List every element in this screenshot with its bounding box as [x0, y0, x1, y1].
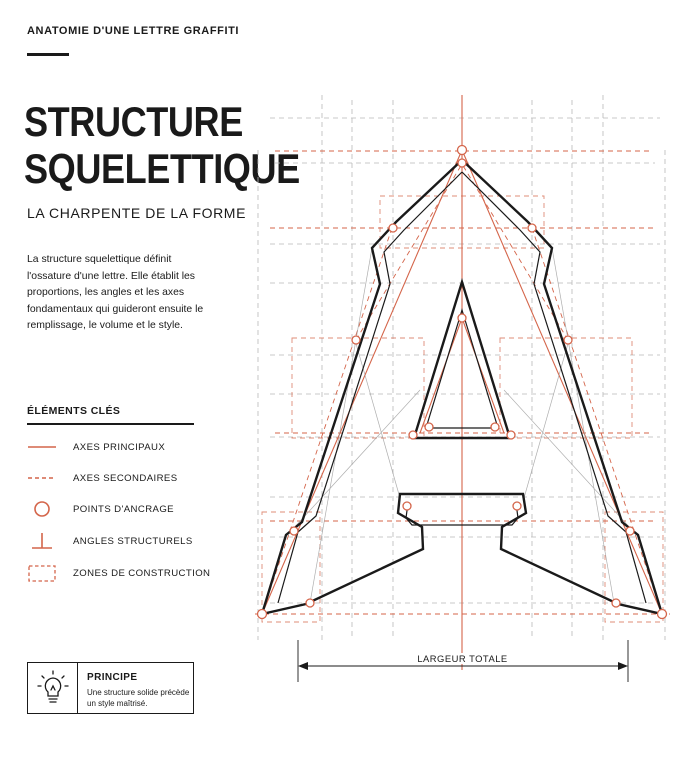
anchor-point [290, 527, 298, 535]
dashed-line-icon [27, 468, 57, 488]
anchor-point [458, 314, 466, 322]
principle-box [27, 662, 194, 714]
anchor-point [458, 159, 466, 167]
page-subtitle: LA CHARPENTE DE LA FORME [27, 205, 247, 221]
anchor-point [528, 224, 536, 232]
legend-item-anchor-points: POINTS D'ANCRAGE [27, 499, 227, 519]
anchor-point [425, 423, 433, 431]
title-line-2: SQUELETTIQUE [24, 145, 300, 192]
principle-icon-cell [28, 663, 78, 713]
description-text: La structure squelettique définit l'ossature d'une lettre. Elle établit les proportions, les angles et les axes fondamentaux qui guideront ensuite le remplissage, le volume et le style. [27, 254, 204, 331]
solid-line-icon [27, 437, 57, 457]
anchor-point [458, 146, 467, 155]
legend-item-main-axes: AXES PRINCIPAUX [27, 437, 227, 457]
anchor-point [409, 431, 417, 439]
anchor-point [612, 599, 620, 607]
anchor-point [352, 336, 360, 344]
anchor-point [564, 336, 572, 344]
eyebrow-title: ANATOMIE D'UNE LETTRE GRAFFITI [27, 25, 240, 37]
dashed-box-icon [27, 563, 57, 583]
legend-heading: ÉLÉMENTS CLÉS [27, 405, 121, 417]
circle-icon [27, 499, 57, 519]
eyebrow-rule [27, 53, 69, 56]
legend-rule [27, 423, 194, 425]
legend-item-construction-zones: ZONES DE CONSTRUCTION [27, 563, 227, 583]
legend-item-structural-angles: ANGLES STRUCTURELS [27, 531, 227, 551]
perpendicular-icon [27, 531, 57, 551]
principle-text: Une structure solide précède un style maîtrisé. [87, 688, 190, 708]
anchor-point [491, 423, 499, 431]
anchor-point [306, 599, 314, 607]
anchor-point [658, 610, 667, 619]
legend-item-secondary-axes: AXES SECONDAIRES [27, 468, 227, 488]
anchor-point [513, 502, 521, 510]
anchor-point [626, 527, 634, 535]
anchor-point [403, 502, 411, 510]
lightbulb-icon [28, 663, 78, 713]
anchor-point [389, 224, 397, 232]
anchor-point [258, 610, 267, 619]
letter-a-diagram [245, 85, 685, 705]
principle-title: PRINCIPE [87, 672, 138, 683]
anchor-point [507, 431, 515, 439]
title-line-1: STRUCTURE [24, 98, 243, 145]
dimension-label: LARGEUR TOTALE [385, 653, 540, 664]
